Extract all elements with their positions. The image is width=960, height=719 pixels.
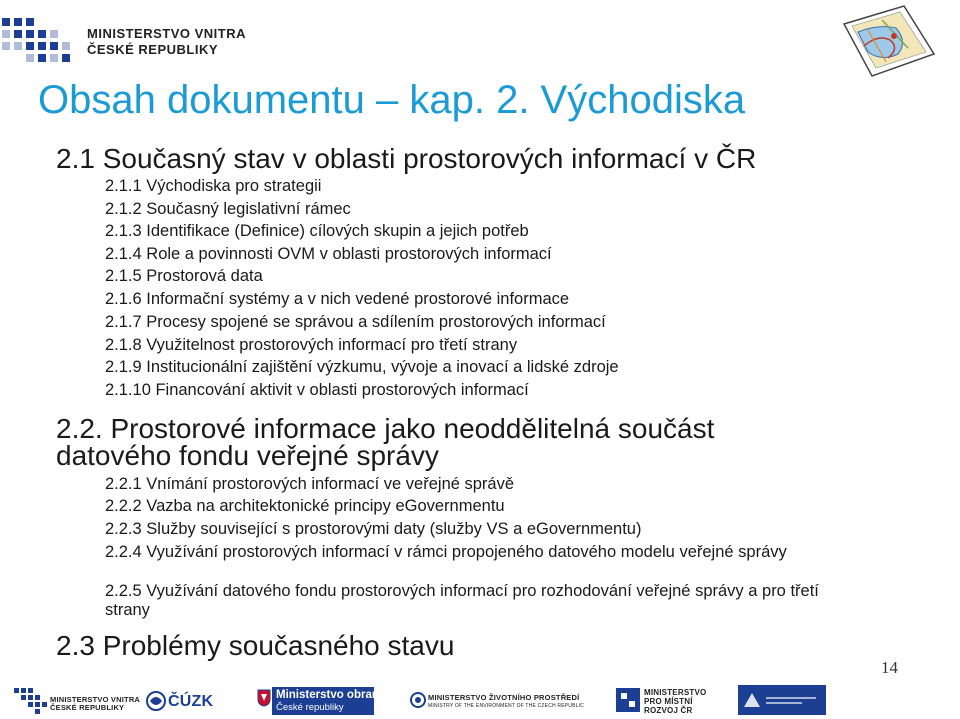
footer-mvcr-line-2: ČESKÉ REPUBLIKY [50,703,125,712]
mzp-line-1: MINISTERSTVO ŽIVOTNÍHO PROSTŘEDÍ [428,693,580,702]
mo-logo-box [272,687,386,715]
mzp-line-2: MINISTRY OF THE ENVIRONMENT OF THE CZECH REPUBLIC [428,703,585,709]
cuzk-icon [146,690,166,712]
blue-ministry-logo [738,685,826,715]
cuzk-text: ČÚZK [168,693,214,710]
ministry-line-1: MINISTERSTVO VNITRA [87,26,247,41]
list-item: 2.1.9 Institucionální zajištění výzkumu, vývoje a inovací a lidské zdroje [105,358,619,376]
footer-logos [0,676,960,719]
mo-line-1: Ministerstvo obrany [276,689,386,701]
page-title: Obsah dokumentu – kap. 2. Východiska [38,78,746,122]
list-item: 2.1.4 Role a povinnosti OVM v oblasti prostorových informací [105,245,552,263]
page-number: 14 [881,658,898,677]
ministry-line-2: ČESKÉ REPUBLIKY [87,42,219,57]
list-item: 2.2.3 Služby související s prostorovými daty (služby VS a eGovernmentu) [105,520,642,538]
footer-mvcr-text [50,696,140,712]
mvcr-footer-icon [14,686,48,714]
ministry-name [87,26,246,58]
list-item: 2.1.2 Současný legislativní rámec [105,200,351,218]
mvcr-logo-mark [0,8,80,68]
footer-mvcr-line-1: MINISTERSTVO VNITRA [50,695,141,704]
section-2-2-heading-line1: 2.2. Prostorové informace jako neoddělitelná součást [56,413,715,444]
mmr-icon [616,688,640,712]
mo-emblem-icon [257,689,271,707]
list-item: 2.1.8 Využitelnost prostorových informací pro třetí strany [105,336,518,354]
list-item: 2.1.1 Východiska pro strategii [105,177,322,195]
list-item: 2.2.2 Vazba na architektonické principy eGovernmentu [105,497,505,515]
list-item: 2.1.10 Financování aktivit v oblasti prostorových informací [105,381,529,399]
mo-line-2: České republiky [276,702,344,713]
mzp-leaf-icon [410,691,426,709]
map-logo-icon [838,2,938,80]
mmr-line-1: MINISTERSTVO [644,688,707,697]
mmr-line-3: ROZVOJ ČR [644,706,693,715]
list-item: 2.2.5 Využívání datového fondu prostorových informací pro rozhodování veřejné správy a pro třetí strany [105,582,819,619]
list-item: 2.1.7 Procesy spojené se správou a sdílením prostorových informací [105,313,606,331]
list-item: 2.2.1 Vnímání prostorových informací ve veřejné správě [105,475,515,493]
list-item: 2.1.6 Informační systémy a v nich vedené prostorové informace [105,290,570,308]
section-2-2-heading-line2: datového fondu veřejné správy [56,440,439,471]
list-item: 2.1.3 Identifikace (Definice) cílových skupin a jejich potřeb [105,222,529,240]
mzp-text [428,694,584,710]
list-item: 2.2.4 Využívání prostorových informací v rámci propojeného datového modelu veřejné správy [105,543,787,561]
section-2-1-heading: 2.1 Současný stav v oblasti prostorových informací v ČR [56,143,757,174]
mmr-text [644,688,706,715]
mmr-line-2: PRO MÍSTNÍ [644,697,693,706]
section-2-3-heading: 2.3 Problémy současného stavu [56,630,455,661]
list-item: 2.1.5 Prostorová data [105,267,263,285]
